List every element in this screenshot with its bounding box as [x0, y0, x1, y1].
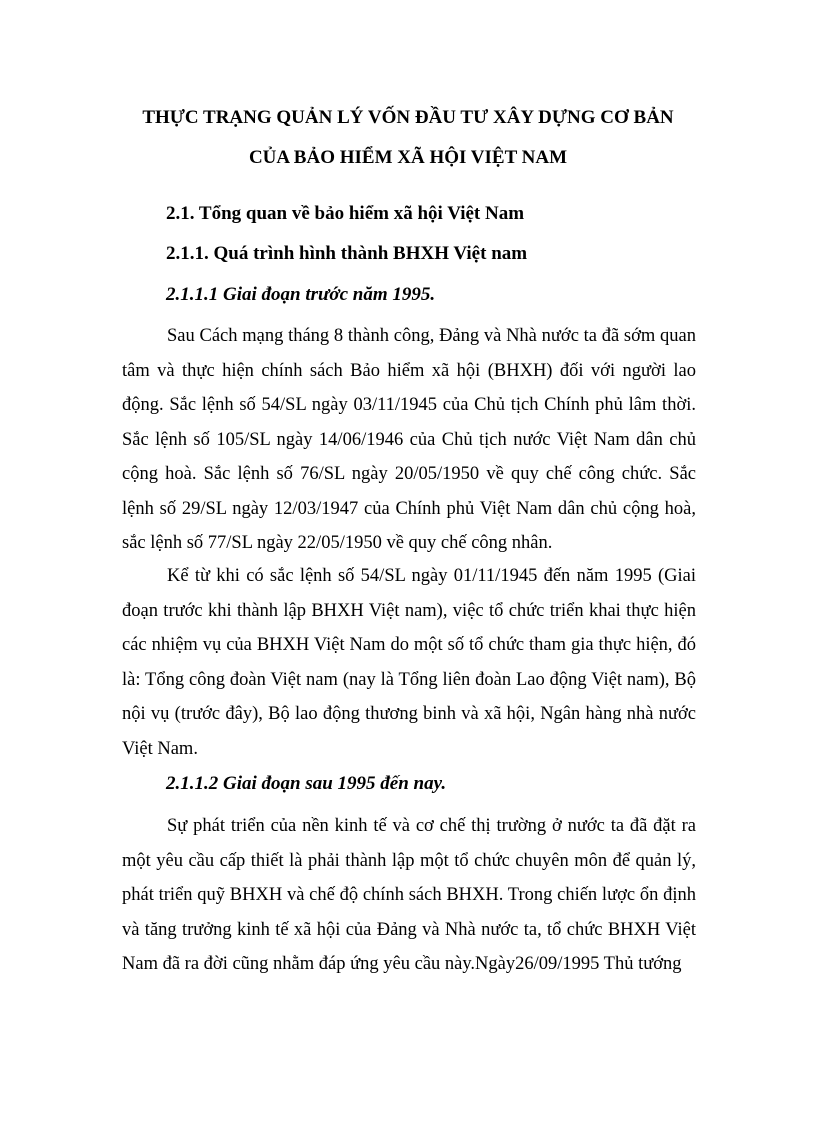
paragraph-1: Sau Cách mạng tháng 8 thành công, Đảng và Nhà nước ta đã sớm quan tâm và thực hiện chính sách Bảo hiểm xã hội (BHXH) đối với người lao động. Sắc lệnh số 54/SL ngày 03/11/1945 của Chủ tịch Chính phủ lâm thời. Sắc lệnh số 105/SL ngày 14/06/1946 của Chủ tịch nước Việt Nam dân chủ cộng hoà. Sắc lệnh số 76/SL ngày 20/05/1950 về quy chế công chức. Sắc lệnh số 29/SL ngày 12/03/1947 của Chính phủ Việt Nam dân chủ cộng hoà, sắc lệnh số 77/SL ngày 22/05/1950 về quy chế công nhân. [122, 326, 696, 553]
document-title-line-2: CỦA BẢO HIỂM XÃ HỘI VIỆT NAM [248, 147, 568, 168]
section-heading-2-1-1-1: 2.1.1.1 Giai đoạn trước năm 1995. [166, 284, 436, 305]
paragraph-2: Kể từ khi có sắc lệnh số 54/SL ngày 01/11/1945 đến năm 1995 (Giai đoạn trước khi thành lập BHXH Việt nam), việc tổ chức triển khai thực hiện các nhiệm vụ của BHXH Việt Nam do một số tổ chức tham gia thực hiện, đó là: Tổng công đoàn Việt nam (nay là Tổng liên đoàn Lao động Việt nam), Bộ nội vụ (trước đây), Bộ lao động thương binh và xã hội, Ngân hàng nhà nước Việt Nam. [122, 566, 696, 759]
section-heading-2-1-1-2: 2.1.1.2 Giai đoạn sau 1995 đến nay. [166, 773, 447, 794]
section-heading-2-1-1: 2.1.1. Quá trình hình thành BHXH Việt nam [166, 243, 528, 264]
paragraph-3: Sự phát triển của nền kinh tế và cơ chế thị trường ở nước ta đã đặt ra một yêu cầu cấp thiết là phải thành lập một tổ chức chuyên môn để quản lý, phát triển quỹ BHXH và chế độ chính sách BHXH. Trong chiến lược ổn định và tăng trưởng kinh tế xã hội của Đảng và Nhà nước ta, tổ chức BHXH Việt Nam đã ra đời cũng nhằm đáp ứng yêu cầu này.Ngày26/09/1995 Thủ tướng [122, 816, 696, 974]
section-heading-2-1: 2.1. Tổng quan về bảo hiểm xã hội Việt Nam [166, 203, 525, 224]
document-title-line-1: THỰC TRẠNG QUẢN LÝ VỐN ĐẦU TƯ XÂY DỰNG CƠ BẢN [142, 107, 674, 128]
